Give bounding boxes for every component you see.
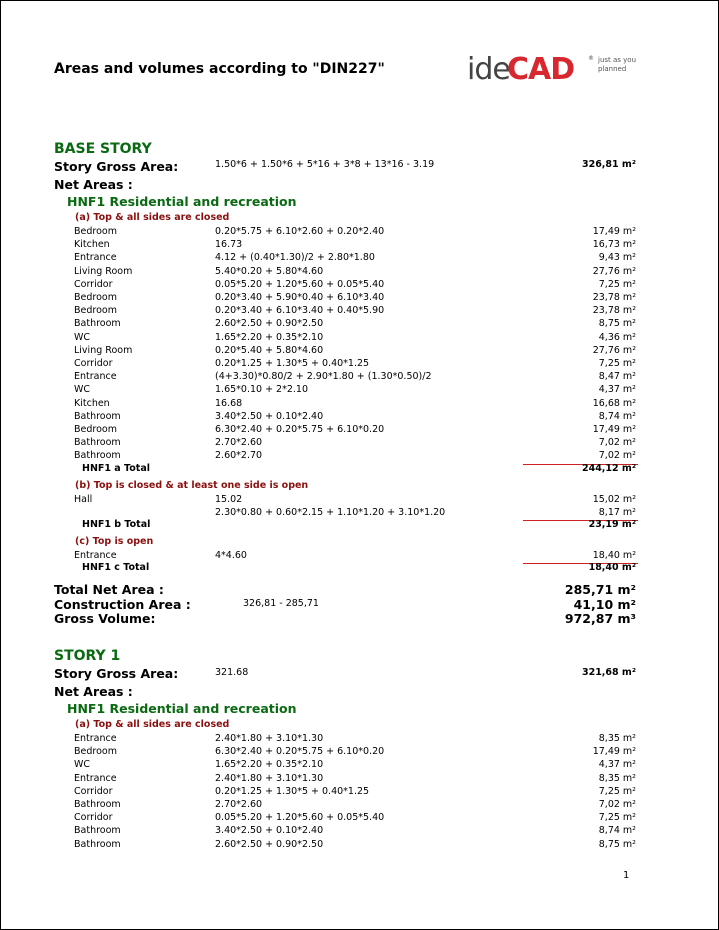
room-name: Bedroom (74, 292, 117, 303)
room-name: Bathroom (74, 450, 121, 462)
room-name: Living Room (74, 344, 133, 356)
story1-gross-formula: 321.68 (215, 667, 249, 678)
room-name: Entrance (74, 733, 117, 744)
room-area: 7,25 m² (598, 358, 636, 369)
room-formula: 16.68 (215, 397, 243, 409)
construction-label: Construction Area : (54, 597, 191, 612)
room-formula: 1.65*0.10 + 2*2.10 (215, 384, 309, 396)
room-formula: 1.65*2.20 + 0.35*2.10 (215, 331, 324, 343)
room-formula: 16.73 (215, 239, 243, 251)
room-formula: 2.30*0.80 + 0.60*2.15 + 1.10*1.20 + 3.10*1.20 (215, 507, 446, 519)
room-area: 8,74 m² (598, 410, 636, 422)
base-gross-label: Story Gross Area: (54, 159, 179, 174)
room-formula: 2.60*2.70 (215, 450, 263, 462)
story1-net-label: Net Areas : (54, 684, 133, 699)
room-area: 23,78 m² (592, 305, 636, 317)
base-sub-b: (b) Top is closed & at least one side is open (75, 480, 309, 491)
room-area: 8,74 m² (598, 825, 636, 837)
room-name: WC (74, 384, 91, 396)
room-name: Living Room (74, 265, 133, 277)
room-name: Entrance (74, 371, 117, 383)
room-name: Kitchen (74, 397, 110, 409)
room-area: 7,25 m² (598, 812, 636, 824)
room-name: WC (74, 759, 91, 771)
story1-category: HNF1 Residential and recreation (67, 701, 297, 716)
room-area: 17,49 m² (592, 424, 636, 435)
room-formula: 0.20*3.40 + 5.90*0.40 + 6.10*3.40 (215, 292, 385, 303)
room-area: 16,73 m² (592, 239, 636, 251)
base-sub-a: (a) Top & all sides are closed (75, 212, 230, 223)
gross-volume-value: 972,87 m³ (564, 611, 636, 626)
room-name: WC (74, 331, 91, 343)
room-area: 8,75 m² (598, 318, 636, 330)
base-net-label: Net Areas : (54, 177, 133, 192)
room-formula: 2.40*1.80 + 3.10*1.30 (215, 733, 324, 744)
room-formula: 6.30*2.40 + 0.20*5.75 + 6.10*0.20 (215, 424, 385, 435)
construction-formula: 326,81 - 285,71 (243, 598, 319, 609)
room-formula: 6.30*2.40 + 0.20*5.75 + 6.10*0.20 (215, 746, 385, 758)
room-name: Bedroom (74, 746, 117, 758)
base-total-c-label: HNF1 c Total (82, 562, 150, 573)
story1-gross-label: Story Gross Area: (54, 666, 179, 681)
base-sub-c: (c) Top is open (75, 536, 154, 547)
room-name: Bedroom (74, 305, 117, 317)
room-name: Corridor (74, 785, 113, 797)
logo-slogan: just as you planned (598, 56, 637, 73)
room-area: 27,76 m² (592, 265, 636, 277)
room-name: Bathroom (74, 799, 121, 810)
report-title: Areas and volumes according to "DIN227" (54, 61, 385, 77)
base-total-a-label: HNF1 a Total (82, 463, 150, 474)
room-formula: 3.40*2.50 + 0.10*2.40 (215, 410, 324, 422)
room-area: 17,49 m² (592, 746, 636, 758)
room-formula: 1.65*2.20 + 0.35*2.10 (215, 759, 324, 771)
room-formula: 0.20*5.40 + 5.80*4.60 (215, 344, 324, 356)
room-area: 7,02 m² (598, 450, 636, 462)
room-name: Entrance (74, 252, 117, 264)
base-story-title: BASE STORY (54, 141, 152, 157)
base-gross-formula: 1.50*6 + 1.50*6 + 5*16 + 3*8 + 13*16 - 3.19 (215, 159, 435, 170)
room-area: 4,37 m² (598, 759, 636, 771)
room-formula: 0.20*1.25 + 1.30*5 + 0.40*1.25 (215, 785, 370, 797)
room-name: Entrance (74, 772, 117, 784)
room-formula: 2.70*2.60 (215, 799, 263, 810)
room-area: 8,47 m² (598, 371, 636, 383)
base-total-c-value: 18,40 m² (588, 562, 636, 573)
total-net-label: Total Net Area : (54, 582, 164, 597)
logo-ide: ide (467, 52, 510, 87)
room-formula: 0.20*5.75 + 6.10*2.60 + 0.20*2.40 (215, 226, 385, 237)
room-name: Bathroom (74, 838, 121, 850)
room-formula: 2.70*2.60 (215, 437, 263, 449)
room-area: 15,02 m² (592, 494, 636, 505)
page-number: 1 (623, 870, 630, 881)
room-name: Hall (74, 494, 93, 505)
room-name: Corridor (74, 358, 113, 369)
room-name: Bedroom (74, 226, 117, 237)
base-gross-value: 326,81 m² (581, 159, 636, 170)
base-total-b-label: HNF1 b Total (82, 519, 151, 530)
room-name: Corridor (74, 278, 113, 290)
room-name: Bathroom (74, 825, 121, 837)
base-total-a-value: 244,12 m² (581, 463, 636, 474)
room-formula: 5.40*0.20 + 5.80*4.60 (215, 265, 324, 277)
story1-gross-value: 321,68 m² (581, 667, 636, 678)
room-formula: 0.20*1.25 + 1.30*5 + 0.40*1.25 (215, 358, 370, 369)
room-area: 7,02 m² (598, 799, 636, 810)
logo-cad: CAD (507, 52, 575, 87)
room-name: Corridor (74, 812, 113, 824)
room-area: 7,25 m² (598, 278, 636, 290)
room-area: 4,37 m² (598, 384, 636, 396)
room-formula: 2.40*1.80 + 3.10*1.30 (215, 772, 324, 784)
room-name: Bathroom (74, 437, 121, 449)
room-area: 8,75 m² (598, 838, 636, 850)
room-formula: 0.05*5.20 + 1.20*5.60 + 0.05*5.40 (215, 278, 385, 290)
room-formula: 2.60*2.50 + 0.90*2.50 (215, 318, 324, 330)
room-area: 16,68 m² (592, 397, 636, 409)
room-name: Kitchen (74, 239, 110, 251)
room-name: Bedroom (74, 424, 117, 435)
room-formula: 2.60*2.50 + 0.90*2.50 (215, 838, 324, 850)
room-area: 8,35 m² (598, 733, 636, 744)
room-area: 23,78 m² (592, 292, 636, 303)
room-area: 27,76 m² (592, 344, 636, 356)
room-formula: 4.12 + (0.40*1.30)/2 + 2.80*1.80 (215, 252, 375, 264)
story1-sub-a: (a) Top & all sides are closed (75, 719, 230, 730)
base-category: HNF1 Residential and recreation (67, 194, 297, 209)
gross-volume-label: Gross Volume: (54, 611, 156, 626)
room-name: Entrance (74, 550, 117, 561)
idecad-logo (467, 53, 637, 87)
room-area: 8,35 m² (598, 772, 636, 784)
room-formula: (4+3.30)*0.80/2 + 2.90*1.80 + (1.30*0.50)/2 (215, 371, 432, 383)
room-formula: 0.05*5.20 + 1.20*5.60 + 0.05*5.40 (215, 812, 385, 824)
room-name: Bathroom (74, 410, 121, 422)
total-net-value: 285,71 m² (564, 582, 636, 597)
room-area: 7,25 m² (598, 785, 636, 797)
room-area: 7,02 m² (598, 437, 636, 449)
base-total-b-value: 23,19 m² (588, 519, 636, 530)
room-area: 8,17 m² (598, 507, 636, 519)
story1-title: STORY 1 (54, 648, 121, 664)
room-area: 17,49 m² (592, 226, 636, 237)
room-formula: 4*4.60 (215, 550, 247, 561)
room-formula: 15.02 (215, 494, 243, 505)
room-name: Bathroom (74, 318, 121, 330)
construction-value: 41,10 m² (573, 597, 636, 612)
room-area: 9,43 m² (598, 252, 636, 264)
room-area: 4,36 m² (598, 331, 636, 343)
room-formula: 0.20*3.40 + 6.10*3.40 + 0.40*5.90 (215, 305, 385, 317)
room-formula: 3.40*2.50 + 0.10*2.40 (215, 825, 324, 837)
room-area: 18,40 m² (592, 550, 636, 561)
logo-reg: ® (588, 55, 594, 62)
